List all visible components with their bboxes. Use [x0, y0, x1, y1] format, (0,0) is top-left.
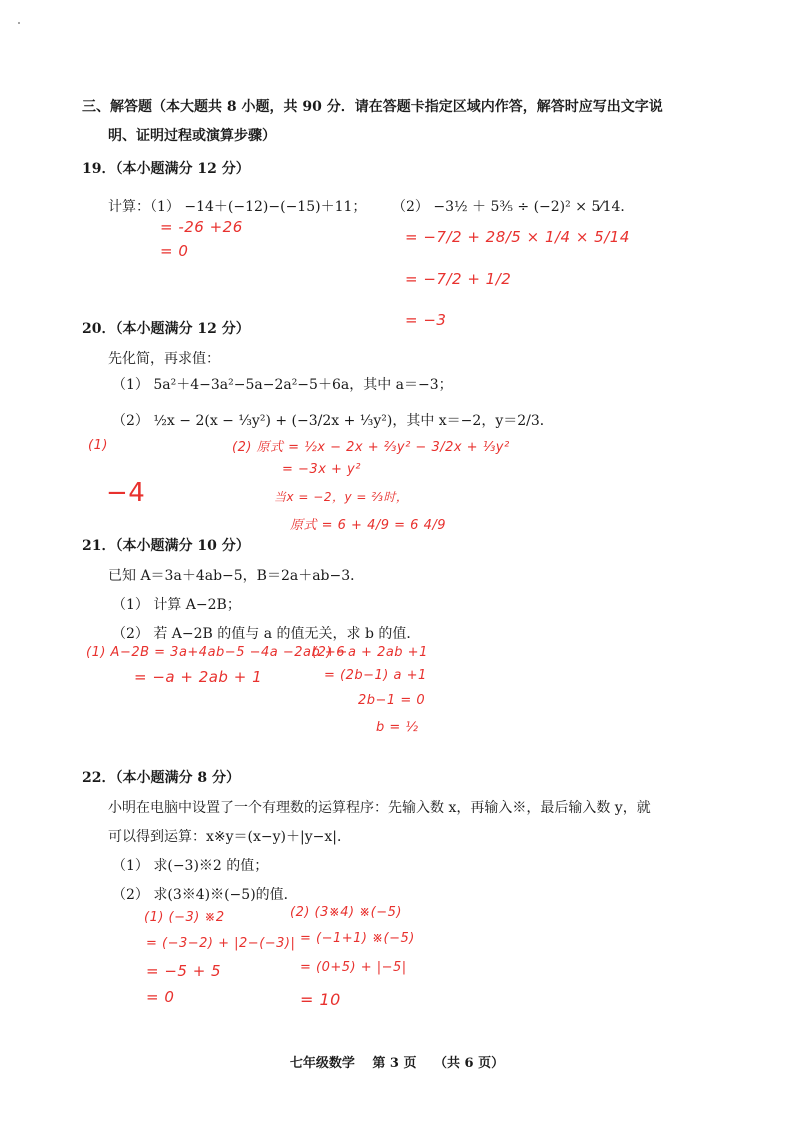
q19-hw-2c: = −3: [405, 311, 447, 329]
q21-hw-2c: 2b−1 = 0: [358, 693, 426, 708]
q20-part2: （2） ½x − 2(x − ⅓y²) + (−3/2x + ⅓y²)，其中 x＝−2，y＝2/3．: [112, 413, 554, 429]
q22-hw-1d: = 0: [146, 988, 175, 1006]
q21-part2: （2） 若 A−2B 的值与 a 的值无关，求 b 的值．: [112, 626, 421, 642]
q21-part1: （1） 计算 A−2B；: [112, 597, 241, 613]
q22-hw-2b: = (−1+1) ※(−5): [300, 931, 415, 946]
q22-part1: （1） 求(−3)※2 的值；: [112, 858, 269, 874]
q22-hw-2d: = 10: [300, 990, 341, 1009]
q20-part1: （1） 5a²＋4−3a²−5a−2a²−5＋6a，其中 a＝−3；: [112, 377, 453, 393]
q21-hw-2b: = (2b−1) a +1: [324, 668, 427, 683]
q22-part2: （2） 求(3※4)※(−5)的值．: [112, 887, 298, 903]
q19-hw-1b: = 0: [160, 242, 189, 260]
section-title-line2: 明、证明过程或演算步骤）: [108, 128, 276, 144]
q22-hw-1b: = (−3−2) + |2−(−3)|: [146, 936, 296, 951]
q20-hw-2a: (2) 原式 = ½x − 2x + ⅔y² − 3/2x + ⅓y²: [232, 440, 510, 455]
q20-hw-answer1: −4: [106, 478, 146, 508]
section-title-line1: 三、解答题（本大题共 8 小题，共 90 分．请在答题卡指定区域内作答，解答时应写出文字说: [82, 99, 663, 115]
scan-speck: [18, 22, 20, 24]
q20-intro: 先化简，再求值：: [108, 351, 220, 367]
q20-hw-2d: 原式 = 6 + 4/9 = 6 4/9: [290, 518, 446, 533]
q19-hw-2a: = −7/2 + 28/5 × 1/4 × 5/14: [405, 228, 630, 246]
q21-hw-2a: (2) −a + 2ab +1: [312, 645, 428, 660]
q21-hw-1a: (1) A−2B = 3a+4ab−5 −4a −2ab +6: [86, 645, 346, 660]
q22-text2: 可以得到运算：x※y＝(x−y)＋|y−x|．: [108, 829, 351, 845]
q22-header: 22．（本小题满分 8 分）: [82, 770, 240, 786]
q22-hw-2c: = (0+5) + |−5|: [300, 960, 407, 975]
q20-hw-2b: = −3x + y²: [282, 462, 361, 477]
q20-hw-2c: 当x = −2，y = ⅔时，: [274, 490, 409, 504]
q22-hw-1c: = −5 + 5: [146, 962, 222, 980]
q19-hw-2b: = −7/2 + 1/2: [405, 270, 512, 288]
q21-hw-2d: b = ½: [376, 720, 419, 735]
q19-part1: 计算：（1） −14＋(−12)−(−15)＋11；: [108, 199, 367, 215]
q19-hw-1a: = -26 +26: [160, 218, 243, 236]
q21-header: 21．（本小题满分 10 分）: [82, 538, 250, 554]
q20-hw-label1: (1): [88, 438, 108, 453]
q19-header: 19．（本小题满分 12 分）: [82, 161, 250, 177]
q19-part2: （2） −3½ ＋ 5³⁄₅ ÷ (−2)² × 5⁄14．: [392, 199, 635, 215]
q22-text1: 小明在电脑中设置了一个有理数的运算程序：先输入数 x，再输入※，最后输入数 y，就: [108, 800, 651, 816]
q22-hw-1a: (1) (−3) ※2: [144, 910, 225, 925]
q21-given: 已知 A＝3a＋4ab−5，B＝2a＋ab−3．: [108, 568, 365, 584]
q22-hw-2a: (2) (3※4) ※(−5): [290, 905, 402, 920]
q20-header: 20．（本小题满分 12 分）: [82, 321, 250, 337]
q21-hw-1b: = −a + 2ab + 1: [134, 668, 263, 686]
page-footer: 七年级数学 第 3 页 （共 6 页）: [289, 1056, 505, 1071]
